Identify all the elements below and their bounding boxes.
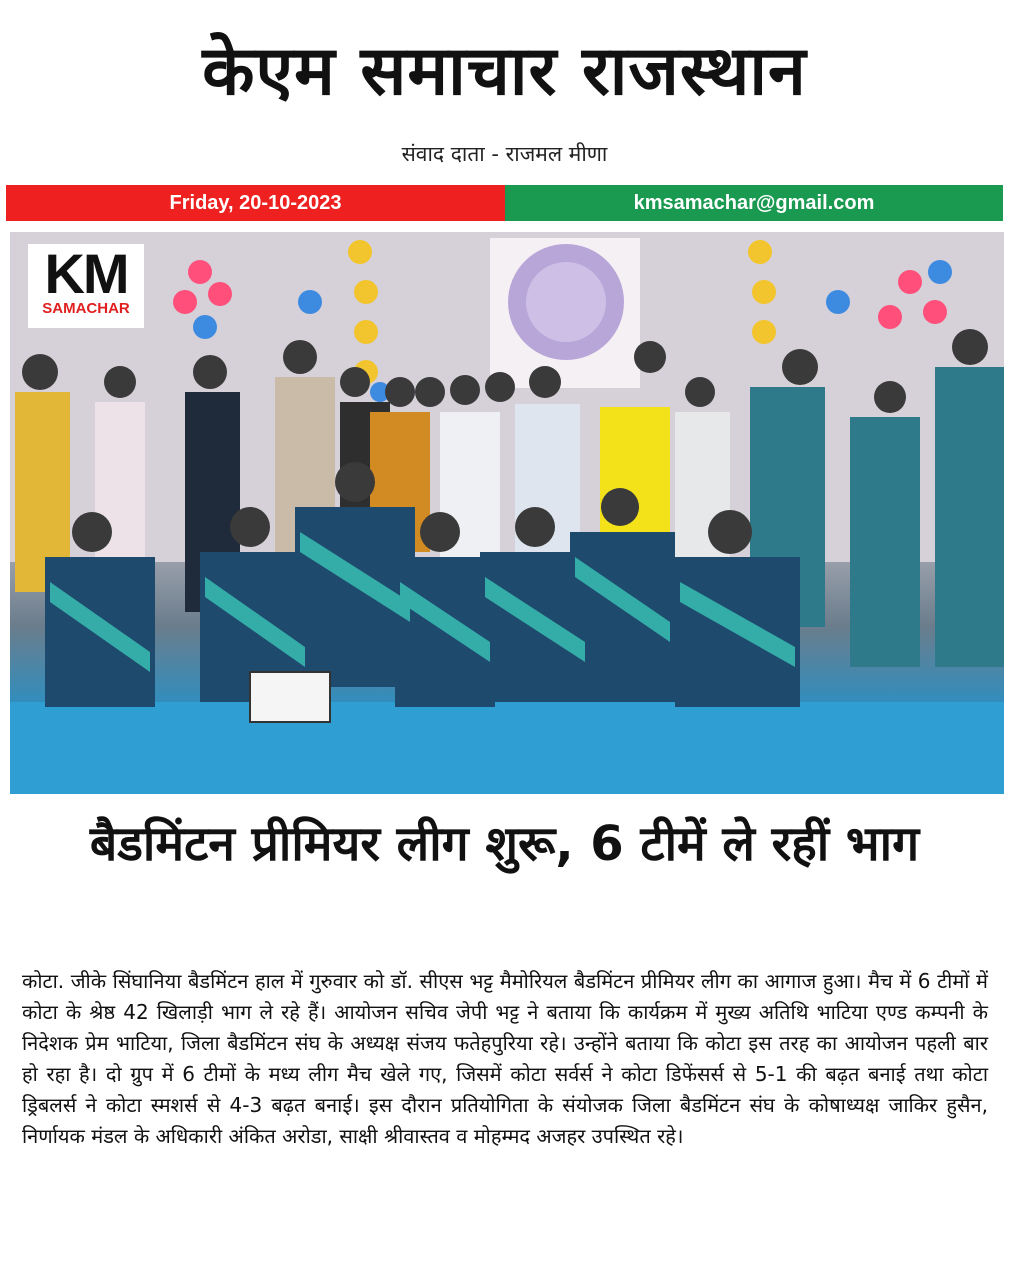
km-samachar-logo: [28, 244, 144, 328]
team-group-photo: [10, 232, 1004, 794]
photo-illustration: [10, 232, 1004, 794]
article-headline: बैडमिंटन प्रीमियर लीग शुरू, 6 टीमें ले रहीं भाग: [89, 816, 920, 872]
newspaper-masthead: केएम समाचार राजस्थान: [202, 32, 807, 111]
logo-km-text: KM: [44, 242, 128, 305]
email-bar: kmsamachar@gmail.com: [505, 185, 1003, 221]
article-body: कोटा. जीके सिंघानिया बैडमिंटन हाल में गुरुवार को डॉ. सीएस भट्ट मैमोरियल बैडमिंटन प्रीमियर लीग का आगाज हुआ। मैच में 6 टीमों में कोटा के श्रेष्ठ 42 खिलाड़ी भाग ले रहे हैं। आयोजन सचिव जेपी भट्ट ने बताया कि कार्यक्रम में मुख्य अतिथि भाटिया एण्ड कम्पनी के निदेशक प्रेम भाटिया, जिला बैडमिंटन संघ के अध्यक्ष संजय फतेहपुरिया रहे। उन्होंने बताया कि कोटा इस तरह का आयोजन पहली बार हो रहा है। दो ग्रुप में 6 टीमों के मध्य लीग मैच खेले गए, जिसमें कोटा सर्वर्स ने कोटा डिफेंसर्स से 5-1 की बढ़त बनाई तथा कोटा ड्रिबलर्स ने कोटा स्मशर्स से 4-3 बढ़त बनाई। इस दौरान प्रतियोगिता के संयोजक जिला बैडमिंटन संघ के कोषाध्यक्ष जाकिर हुसैन, निर्णायक मंडल के अधिकारी अंकित अरोडा, साक्षी श्रीवास्तव व मोहम्मद अजहर उपस्थित रहे।: [22, 969, 988, 1148]
date-bar: Friday, 20-10-2023: [6, 185, 505, 221]
logo-samachar-text: SAMACHAR: [42, 300, 130, 317]
reporter-byline: संवाद दाता - राजमल मीणा: [401, 142, 608, 166]
